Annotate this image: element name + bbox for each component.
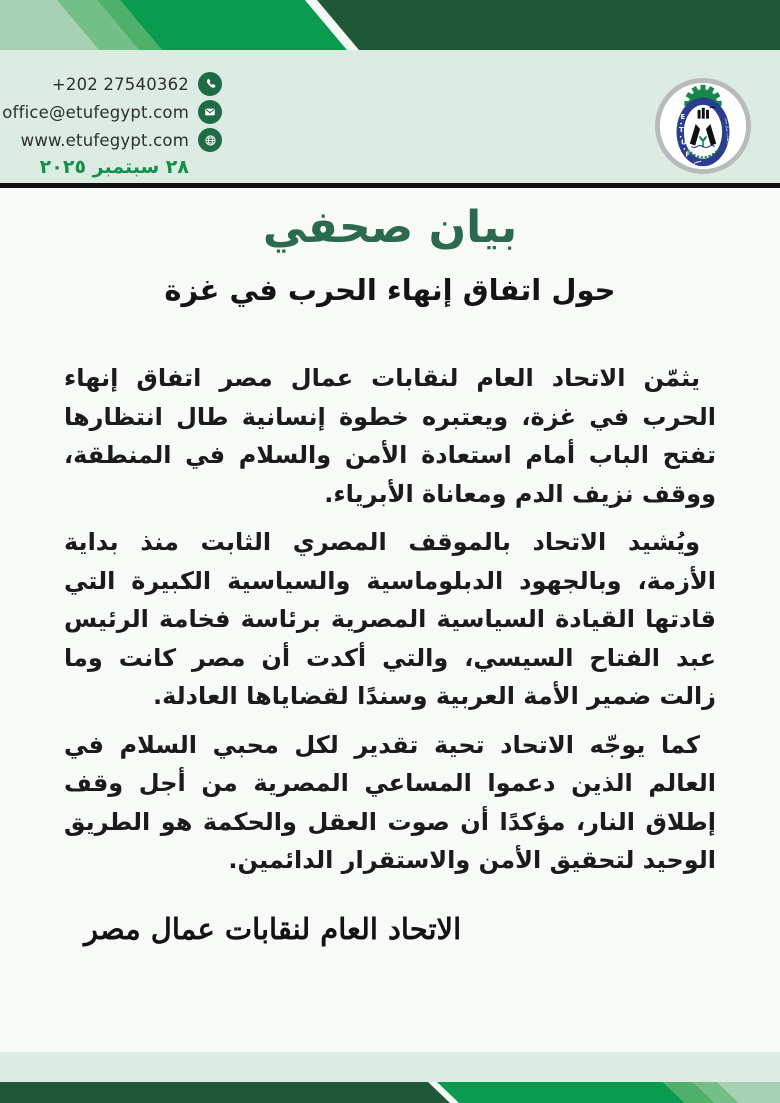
contact-website[interactable] bbox=[21, 128, 222, 152]
signature: الاتحاد العام لنقابات عمال مصر bbox=[84, 911, 462, 946]
statement-paragraph: كما يوجّه الاتحاد تحية تقدير لكل محبي السلام في العالم الذين دعموا المساعي المصرية من أجل وقف إطلاق النار، مؤكدًا أن صوت العقل والحكمة هو الطريق الوحيد لتحقيق الأمن والاستقرار الدائمين. bbox=[64, 730, 716, 874]
contact-phone[interactable] bbox=[52, 72, 222, 96]
press-release-body bbox=[0, 188, 780, 946]
contact-block bbox=[2, 72, 222, 182]
logo-country-text: مصر bbox=[692, 157, 702, 165]
phone-number: +202 27540362 bbox=[51, 74, 189, 94]
page-subtitle: حول اتفاق إنهاء الحرب في غزة bbox=[164, 273, 616, 307]
logo-side-text: الاتحاد العام لنقابات عمال مصر bbox=[724, 117, 732, 159]
contact-email[interactable] bbox=[2, 100, 222, 124]
logo-letter: F bbox=[685, 150, 691, 159]
globe-icon bbox=[198, 128, 222, 152]
etuf-logo bbox=[654, 77, 752, 175]
logo-letter: E bbox=[680, 113, 686, 122]
envelope-icon bbox=[198, 100, 222, 124]
statement-content bbox=[64, 359, 716, 880]
phone-icon bbox=[198, 72, 222, 96]
header-band-decoration bbox=[0, 0, 780, 50]
footer-background bbox=[0, 1052, 780, 1082]
email-address: office@etufegypt.com bbox=[2, 102, 189, 122]
page-title: بيان صحفي bbox=[262, 202, 518, 253]
logo-letter: T bbox=[678, 125, 684, 134]
footer-band-decoration bbox=[0, 1082, 780, 1103]
website-url: www.etufegypt.com bbox=[20, 130, 189, 150]
statement-paragraph: ويُشيد الاتحاد بالموقف المصري الثابت منذ بداية الأزمة، وبالجهود الدبلوماسية والسياسية الكبيرة التي قادتها القيادة السياسية المصرية برئاسة فخامة الرئيس عبد الفتاح السيسي، والتي أكدت أن مصر كانت وما زالت ضمير الأمة العربية وسندًا لقضاياها العادلة. bbox=[64, 528, 716, 710]
release-date: ٢٨ سبتمبر ٢٠٢٥ bbox=[39, 156, 189, 178]
logo-letter: U bbox=[680, 138, 687, 147]
statement-paragraph: يثمّن الاتحاد العام لنقابات عمال مصر اتفاق إنهاء الحرب في غزة، ويعتبره خطوة إنسانية طال انتظارها تفتح الباب أمام استعادة الأمن والسلام في المنطقة، ووقف نزيف الدم ومعاناة الأبرياء. bbox=[64, 364, 716, 508]
